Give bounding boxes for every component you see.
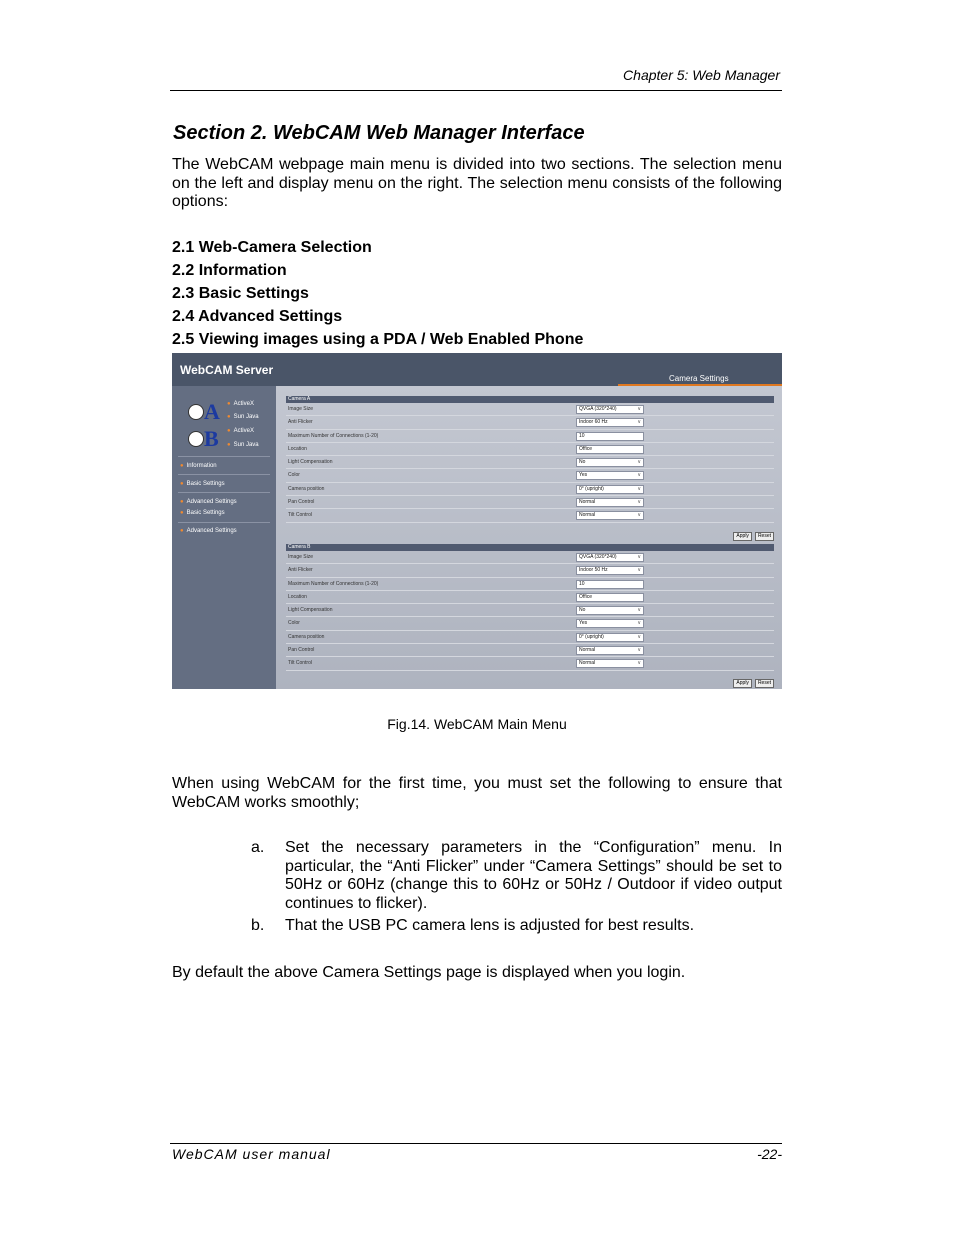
setting-row [286,509,774,522]
list-item-text: Set the necessary parameters in the “Configuration” menu. In particular, the “Anti Flicker” under “Camera Settings” should be set to 50Hz or 60Hz (change this to 60Hz or 50Hz / Outdoor if video output continues to flicker). [285,839,782,912]
setting-select[interactable]: Yes ∨ [576,471,644,480]
setting-input[interactable]: Office [576,593,644,602]
setting-row [286,496,774,509]
setting-select[interactable]: Normal ∨ [576,498,644,507]
menu-divider [178,522,270,523]
setting-row [286,551,774,564]
setting-label: Anti Flicker [288,419,313,426]
menu-item-advanced-settings-2[interactable] [180,528,237,534]
camera-lens-icon [188,404,204,420]
screenshot-header [172,353,782,386]
menu-item-basic-settings[interactable] [180,481,225,487]
menu-divider [178,474,270,475]
setting-input[interactable]: 10 [576,432,644,441]
bullet-icon: ● [227,442,231,448]
setting-label: Tilt Control [288,512,312,519]
camera-b-icon [184,428,218,450]
camera-b-buttons [730,671,774,689]
setting-label: Image Size [288,554,314,560]
footer-rule [170,1143,782,1144]
camera-a-activex-link[interactable] [227,401,254,407]
menu-item-basic-settings-2[interactable] [180,510,225,516]
footer-page-number: -22- [757,1146,782,1162]
setting-select[interactable]: 0° (upright) ∨ [576,485,644,494]
section-title: Section 2. WebCAM Web Manager Interface [173,122,585,144]
figure-caption: Fig.14. WebCAM Main Menu [387,716,567,732]
menu-item-information-label: Information [186,463,217,469]
default-page-paragraph: By default the above Camera Settings page is displayed when you login. [172,964,686,981]
setting-label: Tilt Control [288,660,312,667]
setting-select[interactable]: Normal ∨ [576,659,644,668]
setting-select[interactable]: 0° (upright) ∨ [576,633,644,642]
setting-select[interactable]: Yes ∨ [576,619,644,628]
camera-a-icon [184,401,218,423]
list-item-text: That the USB PC camera lens is adjusted for best results. [285,917,695,934]
camera-a-activex-label: ActiveX [233,401,254,407]
setting-row [286,617,774,630]
toc-item-web-camera-selection: 2.1 Web-Camera Selection [172,239,372,256]
footer-manual-title: WebCAM user manual [172,1146,331,1162]
webcam-main-menu-screenshot [172,353,782,689]
bullet-icon: ● [227,428,231,434]
setting-label: Camera position [288,485,325,492]
camera-a-sunjava-link[interactable] [227,414,259,420]
toc-item-basic-settings: 2.3 Basic Settings [172,285,309,302]
list-item [251,917,782,936]
tab-camera-settings[interactable]: Camera Settings [669,374,729,383]
camera-b-sunjava-link[interactable] [227,442,259,448]
setting-label: Pan Control [288,499,315,506]
camera-b-letter: B [204,426,219,451]
bullet-icon: ● [180,481,184,487]
setting-row [286,456,774,469]
menu-item-advanced-settings[interactable] [180,499,237,505]
toc-item-pda-viewing: 2.5 Viewing images using a PDA / Web Enabled Phone [172,331,584,348]
setting-select[interactable]: No ∨ [576,458,644,467]
setting-label: Anti Flicker [288,567,313,574]
setting-select[interactable]: No ∨ [576,606,644,615]
camera-b-apply-button[interactable]: Apply [733,679,752,688]
camera-b-rows [286,551,774,671]
setting-label: Camera position [288,633,325,640]
setting-label: Pan Control [288,647,315,654]
camera-lens-icon [188,431,204,447]
menu-divider [178,492,270,493]
menu-item-advanced-settings-label: Advanced Settings [186,499,237,505]
setting-select[interactable]: Indoor 50 Hz ∨ [576,566,644,575]
camera-a-rows [286,403,774,523]
menu-item-basic-settings-2-label: Basic Settings [186,510,225,516]
setting-row [286,403,774,416]
camera-a-panel [286,396,774,523]
list-marker: a. [251,839,265,856]
display-menu [276,386,782,689]
setting-row [286,644,774,657]
setting-row [286,604,774,617]
setting-label: Maximum Number of Connections (1-20) [288,432,379,439]
menu-divider [178,456,270,457]
camera-b-title: Camera B [286,544,774,551]
camera-a-title: Camera A [286,396,774,403]
setting-row [286,631,774,644]
camera-a-letter: A [204,399,220,424]
camera-b-reset-button[interactable]: Reset [755,679,774,688]
camera-b-activex-label: ActiveX [233,428,254,434]
setting-select[interactable]: Normal ∨ [576,646,644,655]
camera-b-activex-link[interactable] [227,428,254,434]
selection-menu [172,386,276,689]
toc-item-advanced-settings: 2.4 Advanced Settings [172,308,343,325]
setting-label: Location [288,445,307,452]
bullet-icon: ● [180,510,184,516]
bullet-icon: ● [227,414,231,420]
camera-b-sunjava-label: Sun Java [233,442,259,448]
first-use-paragraph: When using WebCAM for the first time, you must set the following to ensure that WebCAM works smoothly; [172,775,782,811]
bullet-icon: ● [180,463,184,469]
screenshot-brand: WebCAM Server [180,363,274,377]
camera-a-sunjava-label: Sun Java [233,414,259,420]
setting-row [286,416,774,429]
camera-a-buttons [730,524,774,542]
bullet-icon: ● [227,401,231,407]
header-rule [170,90,782,91]
setting-label: Light Compensation [288,459,333,466]
toc-item-information: 2.2 Information [172,262,287,279]
menu-item-information[interactable] [180,463,217,469]
intro-paragraph: The WebCAM webpage main menu is divided into two sections. The selection menu on the left and display menu on the right. The selection menu consists of the following options: [172,156,782,210]
setting-row [286,430,774,443]
setting-select[interactable]: Normal ∨ [576,511,644,520]
setting-row [286,591,774,604]
setting-row [286,578,774,591]
setting-label: Location [288,593,307,600]
camera-a-reset-button[interactable]: Reset [755,532,774,541]
setting-label: Maximum Number of Connections (1-20) [288,580,379,587]
menu-item-advanced-settings-2-label: Advanced Settings [186,528,237,534]
setting-row [286,564,774,577]
setting-input[interactable]: Office [576,445,644,454]
setting-row [286,657,774,670]
chapter-header: Chapter 5: Web Manager [623,67,780,83]
setting-row [286,443,774,456]
setting-label: Color [288,472,300,479]
setting-input[interactable]: 10 [576,580,644,589]
setting-select[interactable]: Indoor 60 Hz ∨ [576,418,644,427]
camera-b-panel [286,544,774,671]
list-item [251,839,782,913]
setting-select[interactable]: QVGA (320*240) ∨ [576,405,644,414]
setting-select[interactable]: QVGA (320*240) ∨ [576,553,644,562]
setting-label: Light Compensation [288,607,333,614]
camera-a-apply-button[interactable]: Apply [733,532,752,541]
bullet-icon: ● [180,528,184,534]
setting-label: Image Size [288,406,314,412]
setting-row [286,483,774,496]
setting-row [286,469,774,482]
menu-item-basic-settings-label: Basic Settings [186,481,225,487]
list-marker: b. [251,917,265,934]
setup-list [251,839,782,936]
bullet-icon: ● [180,499,184,505]
setting-label: Color [288,620,300,627]
